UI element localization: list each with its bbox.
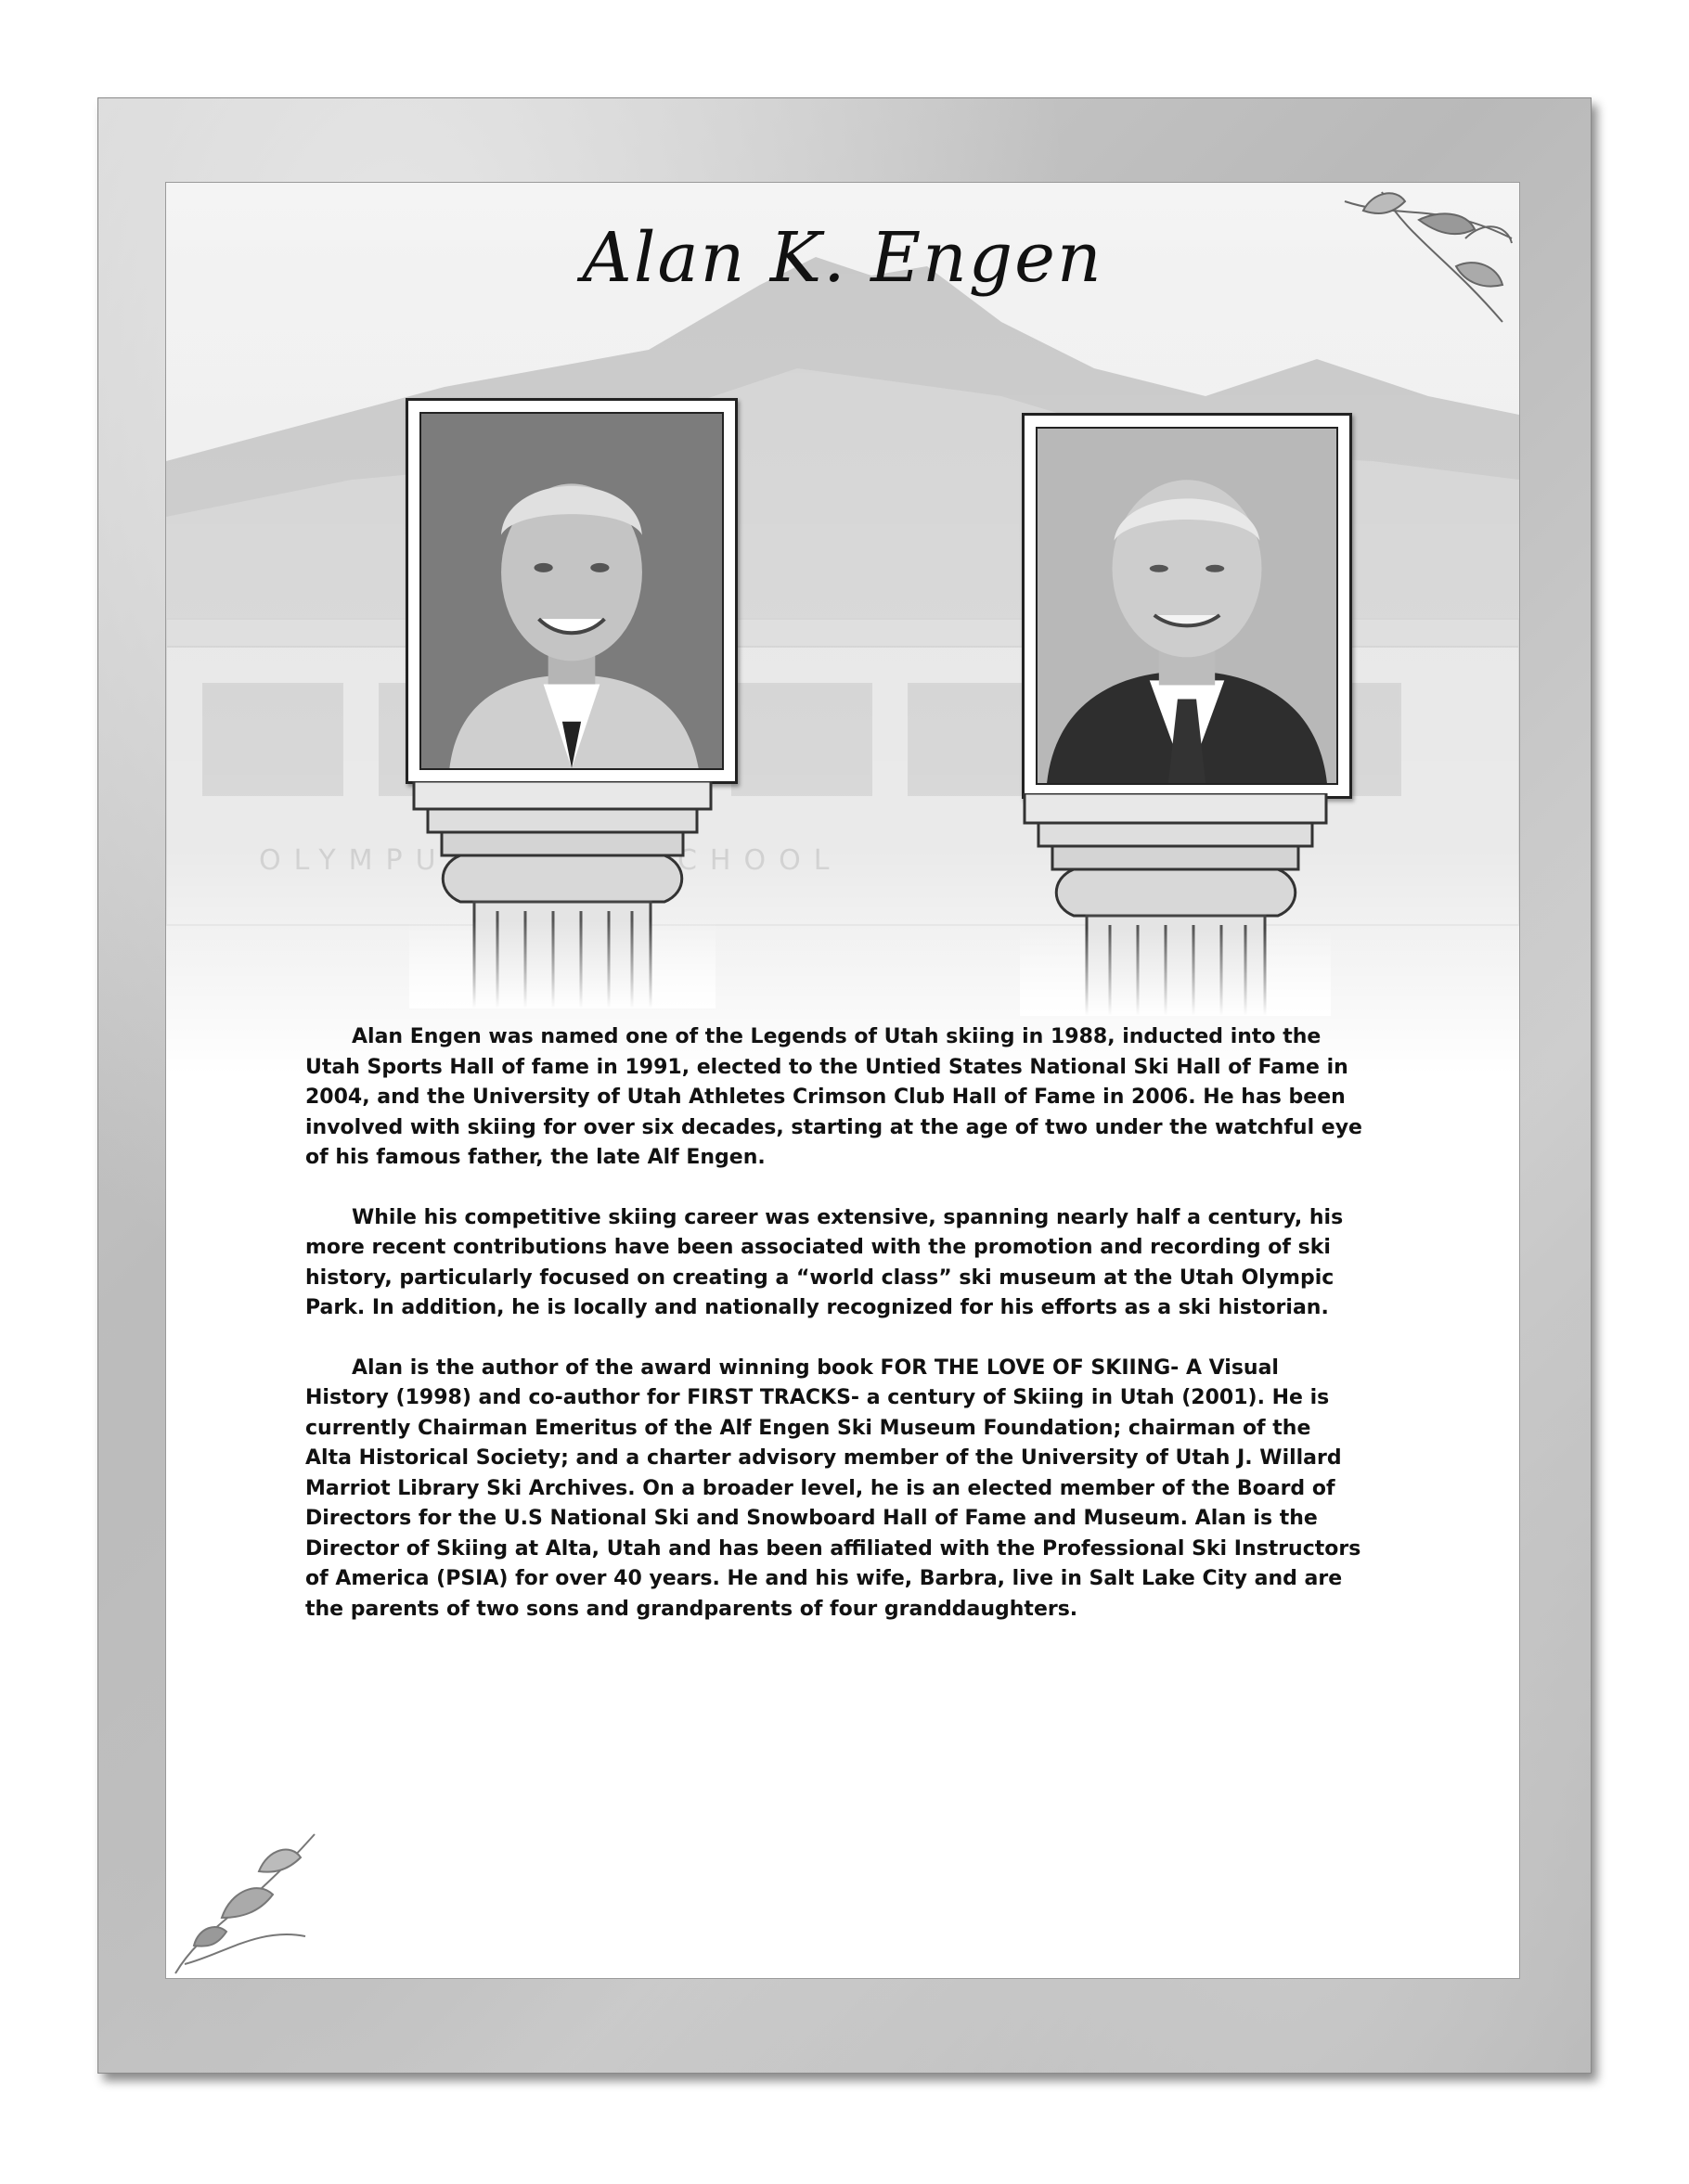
photo-frame-young bbox=[406, 398, 738, 784]
older-man-portrait-icon bbox=[1038, 429, 1336, 783]
biography-text bbox=[305, 1022, 1363, 1654]
bio-paragraph-2: While his competitive skiing career was extensive, spanning nearly half a century, his more recent contributions have been associated with the promotion and recording of ski history, particularly focused on creating a “world class” ski museum at the Utah Olympic Park. In addition, he is locally and nationally recognized for his efforts as a ski historian. bbox=[305, 1205, 1344, 1319]
pillar-left bbox=[409, 781, 716, 1008]
older-portrait-photo bbox=[1036, 427, 1338, 785]
young-man-portrait-icon bbox=[421, 414, 722, 768]
young-portrait-photo bbox=[419, 412, 724, 770]
floral-ornament-bottom-left bbox=[166, 1816, 342, 1978]
page-title: Alan K. Engen bbox=[582, 218, 1103, 298]
photo-frame-older bbox=[1022, 413, 1352, 799]
page-frame bbox=[97, 97, 1592, 2074]
bio-paragraph-1: Alan Engen was named one of the Legends of Utah skiing in 1988, inducted into the Utah Sports Hall of fame in 1991, elected to the Untied States National Ski Hall of Fame in 2004, and the University of Utah Athletes Crimson Club Hall of Fame in 2006. He has been involved with skiing for over six decades, starting at the age of two under the watchful eye of his famous father, the late Alf Engen. bbox=[305, 1025, 1362, 1169]
bio-paragraph-3: Alan is the author of the award winning book FOR THE LOVE OF SKIING- A Visual History (1998) and co-author for FIRST TRACKS- a century of Skiing in Utah (2001). He is currently Chairman Emeritus of the Alf Engen Ski Museum Foundation; chairman of the Alta Historical Society; and a charter advisory member of the University of Utah J. Willard Marriot Library Ski Archives. On a broader level, he is an elected member of the Board of Directors for the U.S National Ski and Snowboard Hall of Fame and Museum. Alan is the Director of Skiing at Alta, Utah and has been affiliated with the Professional Ski Instructors of America (PSIA) for over 40 years. He and his wife, Barbra, live in Salt Lake City and are the parents of two sons and grandparents of four granddaughters. bbox=[305, 1355, 1361, 1621]
content-panel bbox=[165, 182, 1520, 1979]
pillar-right bbox=[1020, 793, 1331, 1016]
